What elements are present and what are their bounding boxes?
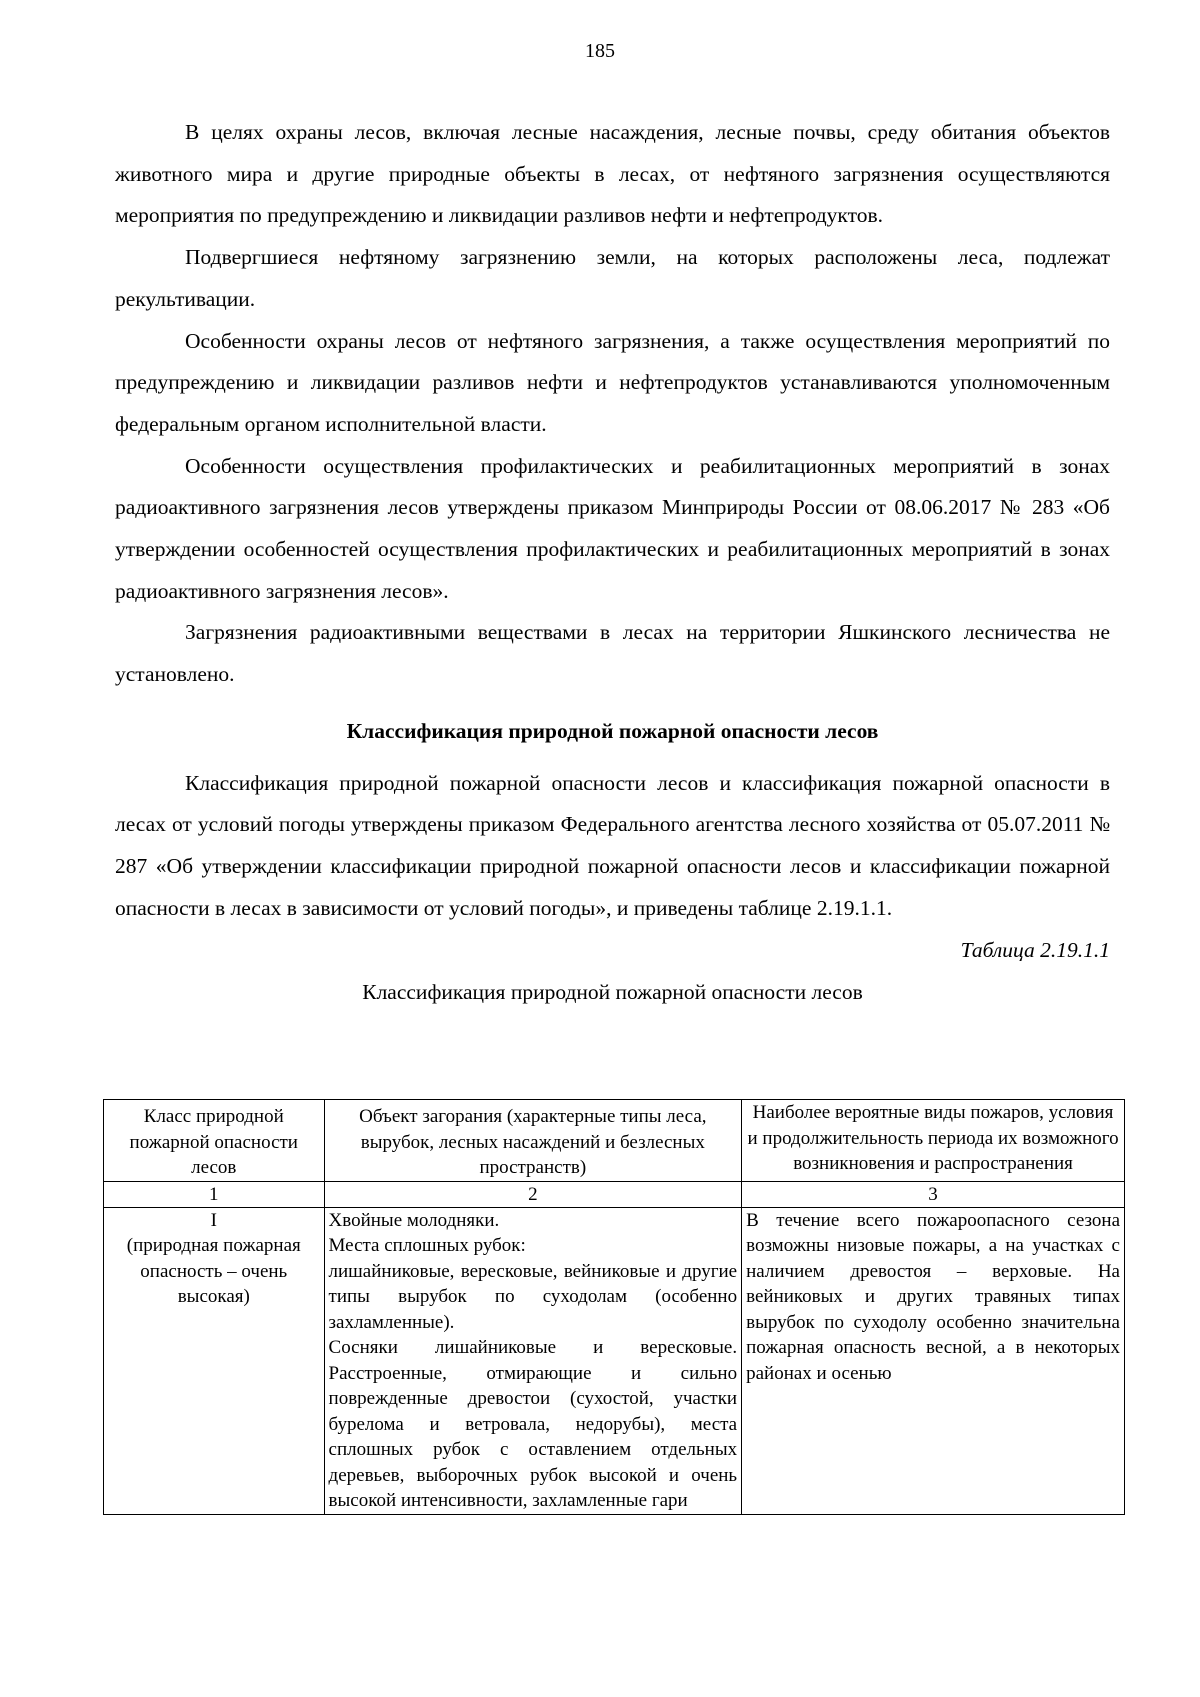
page-number: 185 [585, 40, 615, 62]
table-row [104, 1207, 1125, 1514]
table-label: Таблица 2.19.1.1 [960, 938, 1110, 963]
table-header-row [104, 1100, 1125, 1182]
fire-danger-classification-table [103, 1099, 1125, 1515]
section-title: Классификация природной пожарной опасности лесов [346, 718, 879, 743]
document-body [115, 112, 1110, 1014]
column-number-row [104, 1181, 1125, 1207]
class-cell [104, 1207, 325, 1514]
paragraph: В целях охраны лесов, включая лесные насаждения, лесные почвы, среду обитания объектов животного мира и другие природные объекты в лесах, от нефтяного загрязнения осуществляются мероприятия по предупреждению и ликвидации разливов нефти и нефтепродуктов. [115, 120, 1110, 228]
object-text: Места сплошных рубок: [328, 1235, 526, 1256]
paragraph: Подвергшиеся нефтяному загрязнению земли, на которых расположены леса, подлежат рекультивации. [115, 245, 1110, 311]
class-numeral: I [210, 1209, 217, 1231]
object-text: лишайниковые, вересковые, вейниковые и другие типы вырубок по суходолам (особенно захламленные). [328, 1260, 738, 1333]
fire-types-cell: В течение всего пожароопасного сезона возможны низовые пожары, а на участках с наличием древостоя – верховые. На вейниковых и других травяных типах вырубок по суходолу особенно значительна пожарная опасность весной, а в некоторых районах и осенью [742, 1207, 1125, 1514]
table-caption: Классификация природной пожарной опасности лесов [362, 980, 863, 1005]
paragraph: Особенности осуществления профилактических и реабилитационных мероприятий в зонах радиоактивного загрязнения лесов утверждены приказом Минприроды России от 08.06.2017 № 283 «Об утверждении особенностей осуществления профилактических и реабилитационных мероприятий в зонах радиоактивного загрязнения лесов». [115, 453, 1110, 603]
paragraph: Классификация природной пожарной опасности лесов и классификация пожарной опасности в лесах от условий погоды утверждены приказом Федерального агентства лесного хозяйства от 05.07.2011 № 287 «Об утверждении классификации природной пожарной опасности лесов и классификации пожарной опасности в лесах в зависимости от условий погоды», и приведены таблице 2.19.1.1. [115, 770, 1110, 920]
paragraph: Особенности охраны лесов от нефтяного загрязнения, а также осуществления мероприятий по предупреждению и ликвидации разливов нефти и нефтепродуктов устанавливаются уполномоченным федеральным органом исполнительной власти. [115, 328, 1110, 436]
ignition-object-cell [324, 1207, 742, 1514]
object-text: Хвойные молодняки. [328, 1209, 500, 1231]
column-number: 1 [104, 1181, 325, 1207]
column-number: 2 [324, 1181, 742, 1207]
paragraph: Загрязнения радиоактивными веществами в лесах на территории Яшкинского лесничества не установлено. [115, 620, 1110, 687]
column-header: Класс природной пожарной опасности лесов [104, 1100, 325, 1182]
column-header: Наиболее вероятные виды пожаров, условия и продолжительность периода их возможного возникновения и распространения [742, 1100, 1125, 1182]
column-header: Объект загорания (характерные типы леса, вырубок, лесных насаждений и безлесных пространств) [324, 1100, 742, 1182]
class-description: (природная пожарная опасность – очень высокая) [126, 1235, 301, 1307]
object-text: Сосняки лишайниковые и вересковые. Расстроенные, отмирающие и сильно поврежденные древостои (сухостой, участки бурелома и ветровала, недорубы), места сплошных рубок с оставлением отдельных деревьев, выборочных рубок высокой и очень высокой интенсивности, захламленные гари [328, 1337, 738, 1511]
column-number: 3 [742, 1181, 1125, 1207]
